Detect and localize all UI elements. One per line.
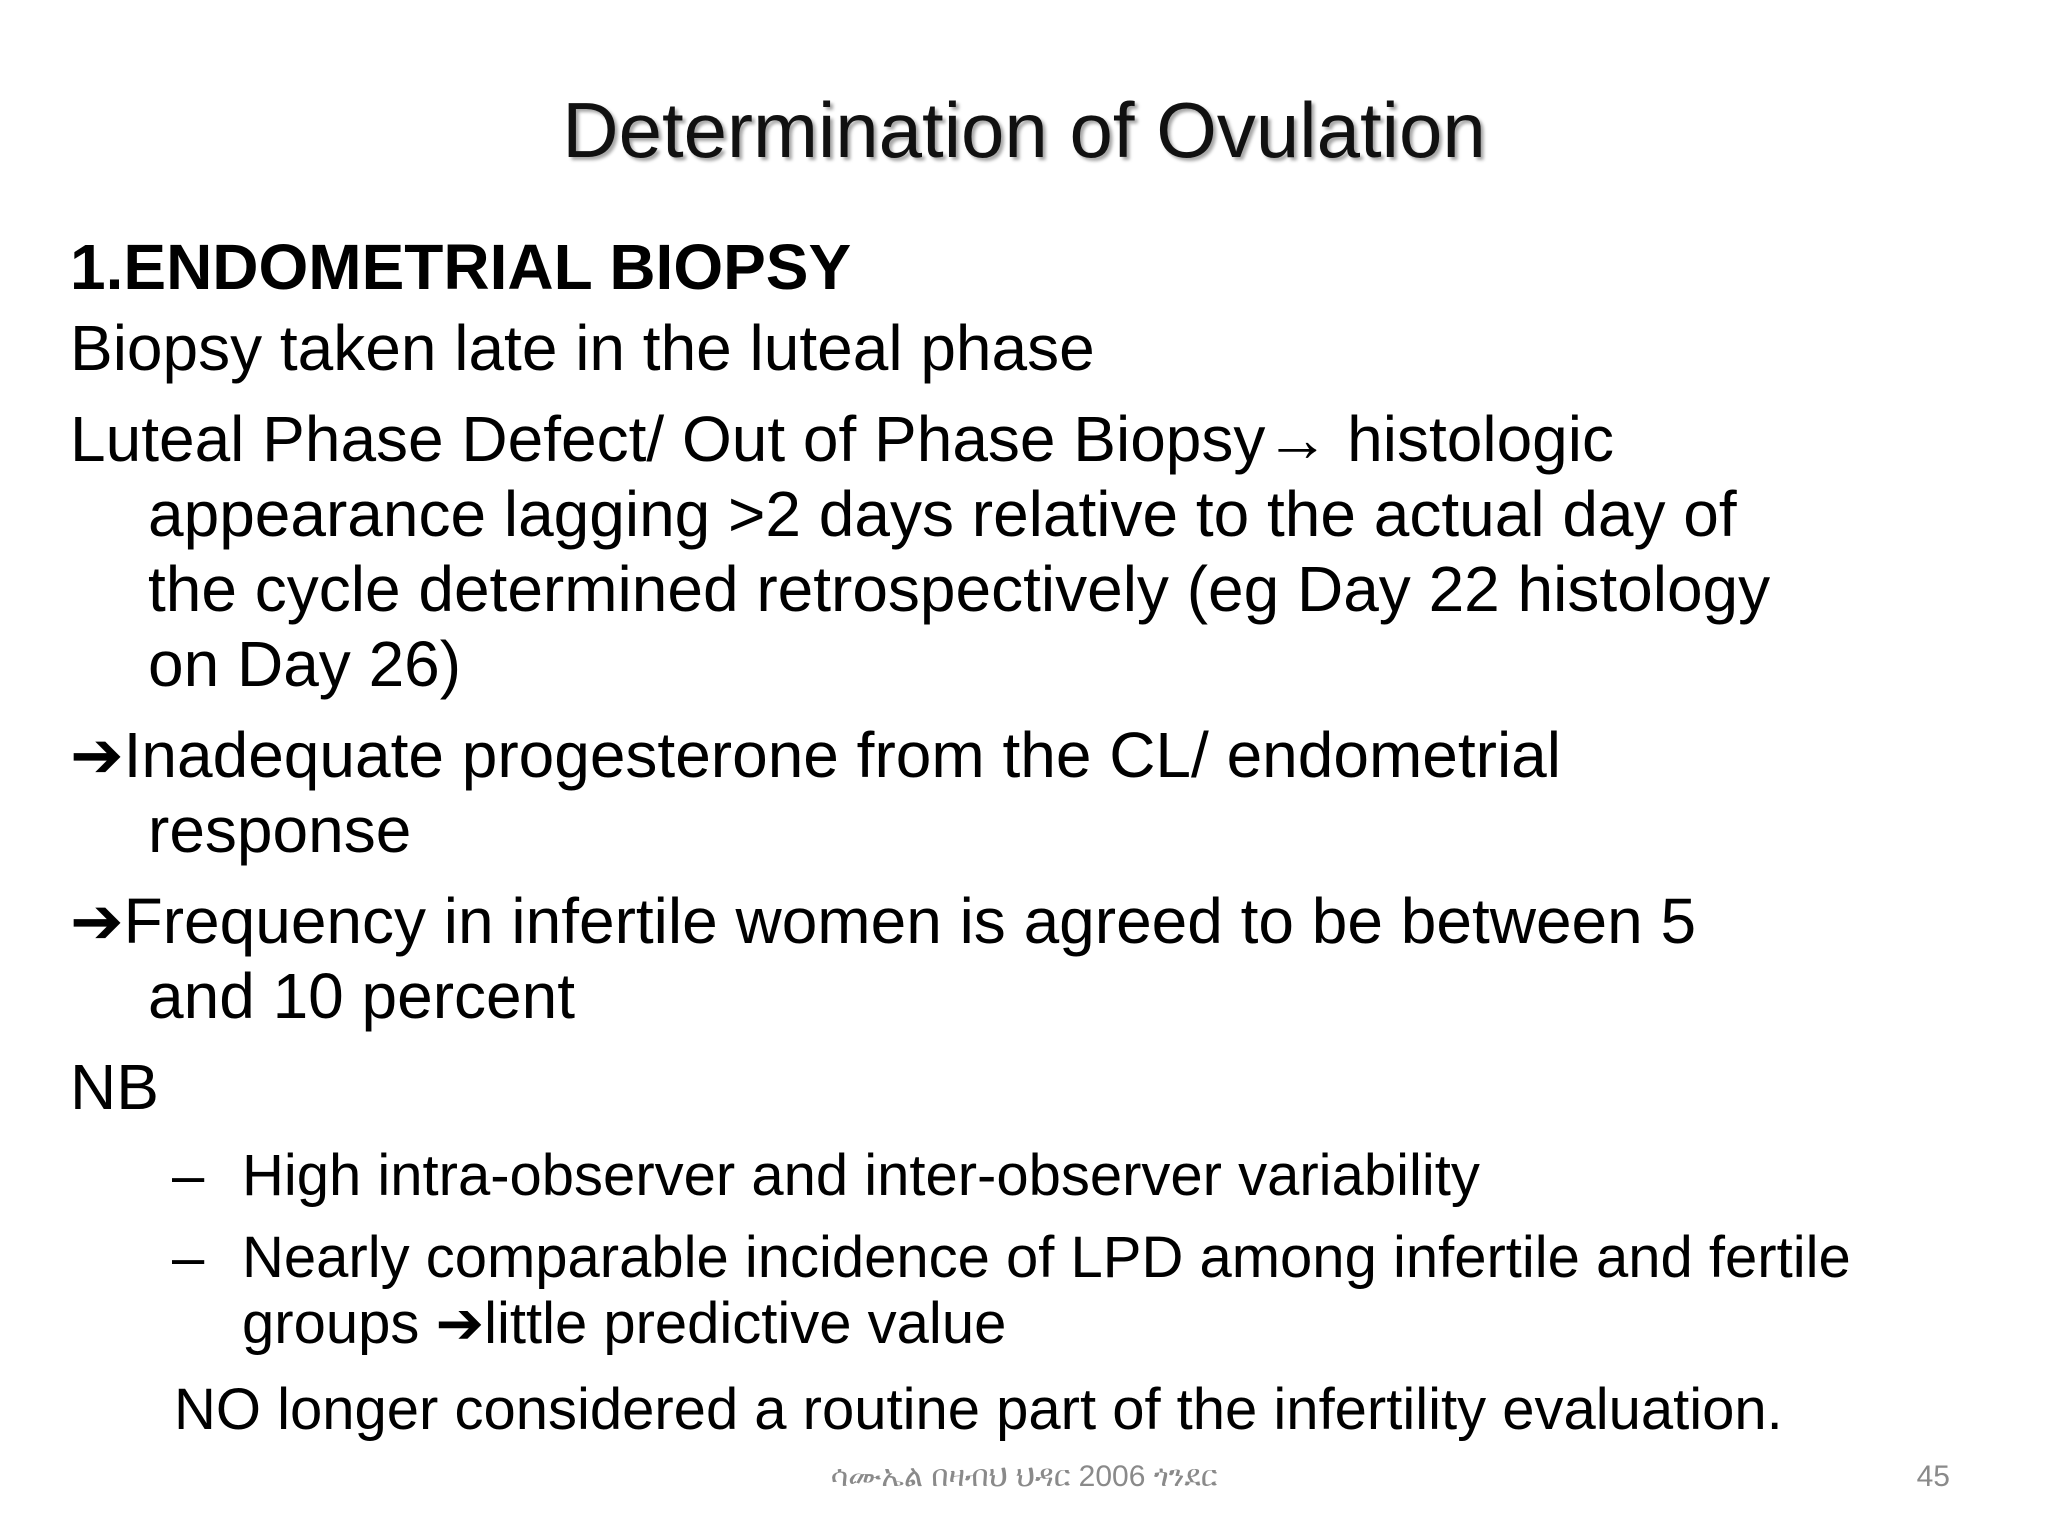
lpd-continuation-2: the cycle determined retrospectively (eg Day 22 histology: [148, 553, 1771, 625]
biopsy-timing-text: Biopsy taken late in the luteal phase: [70, 312, 1095, 384]
luteal-phase-defect-paragraph: [70, 402, 2000, 702]
section-heading: 1.ENDOMETRIAL BIOPSY: [70, 231, 852, 303]
slide-title: Determination of Ovulation: [562, 86, 1486, 174]
bold-arrow-icon: ➔: [70, 719, 124, 791]
progesterone-point: [70, 718, 2000, 868]
sub-bullet-incidence: [70, 1225, 2000, 1357]
footer-text: ሳሙኤል በዛብህ ህዳር 2006 ጎንደር: [830, 1460, 1218, 1493]
variability-text: High intra-observer and inter-observer variability: [242, 1143, 1480, 1208]
lpd-continuation-3: on Day 26): [148, 628, 462, 700]
page-number: 45: [1916, 1460, 1950, 1493]
bold-arrow-icon: ➔: [70, 885, 124, 957]
dash-bullet-icon: –: [172, 1143, 205, 1208]
lpd-continuation-1: appearance lagging >2 days relative to the actual day of: [148, 478, 1737, 550]
progesterone-continuation: response: [148, 794, 412, 866]
dash-bullet-icon: –: [172, 1225, 205, 1290]
bold-arrow-icon: ➔: [435, 1291, 485, 1356]
slide-body: [70, 230, 2000, 1445]
right-arrow-icon: →: [1265, 403, 1330, 475]
frequency-continuation: and 10 percent: [148, 960, 575, 1032]
lpd-after-arrow: histologic: [1329, 403, 1614, 475]
frequency-point: [70, 884, 2000, 1034]
lpd-text: Luteal Phase Defect/ Out of Phase Biopsy: [70, 403, 1266, 475]
conclusion-text: NO longer considered a routine part of the infertility evaluation.: [174, 1377, 1783, 1442]
incidence-continuation: groups ➔little predictive value: [242, 1291, 1007, 1356]
sub-bullet-variability: [70, 1143, 2000, 1209]
incidence-text: Nearly comparable incidence of LPD among infertile and fertile: [242, 1225, 1851, 1290]
progesterone-text: Inadequate progesterone from the CL/ endometrial: [123, 719, 1561, 791]
nb-label: NB: [70, 1051, 159, 1123]
frequency-text: Frequency in infertile women is agreed to be between 5: [123, 885, 1697, 957]
